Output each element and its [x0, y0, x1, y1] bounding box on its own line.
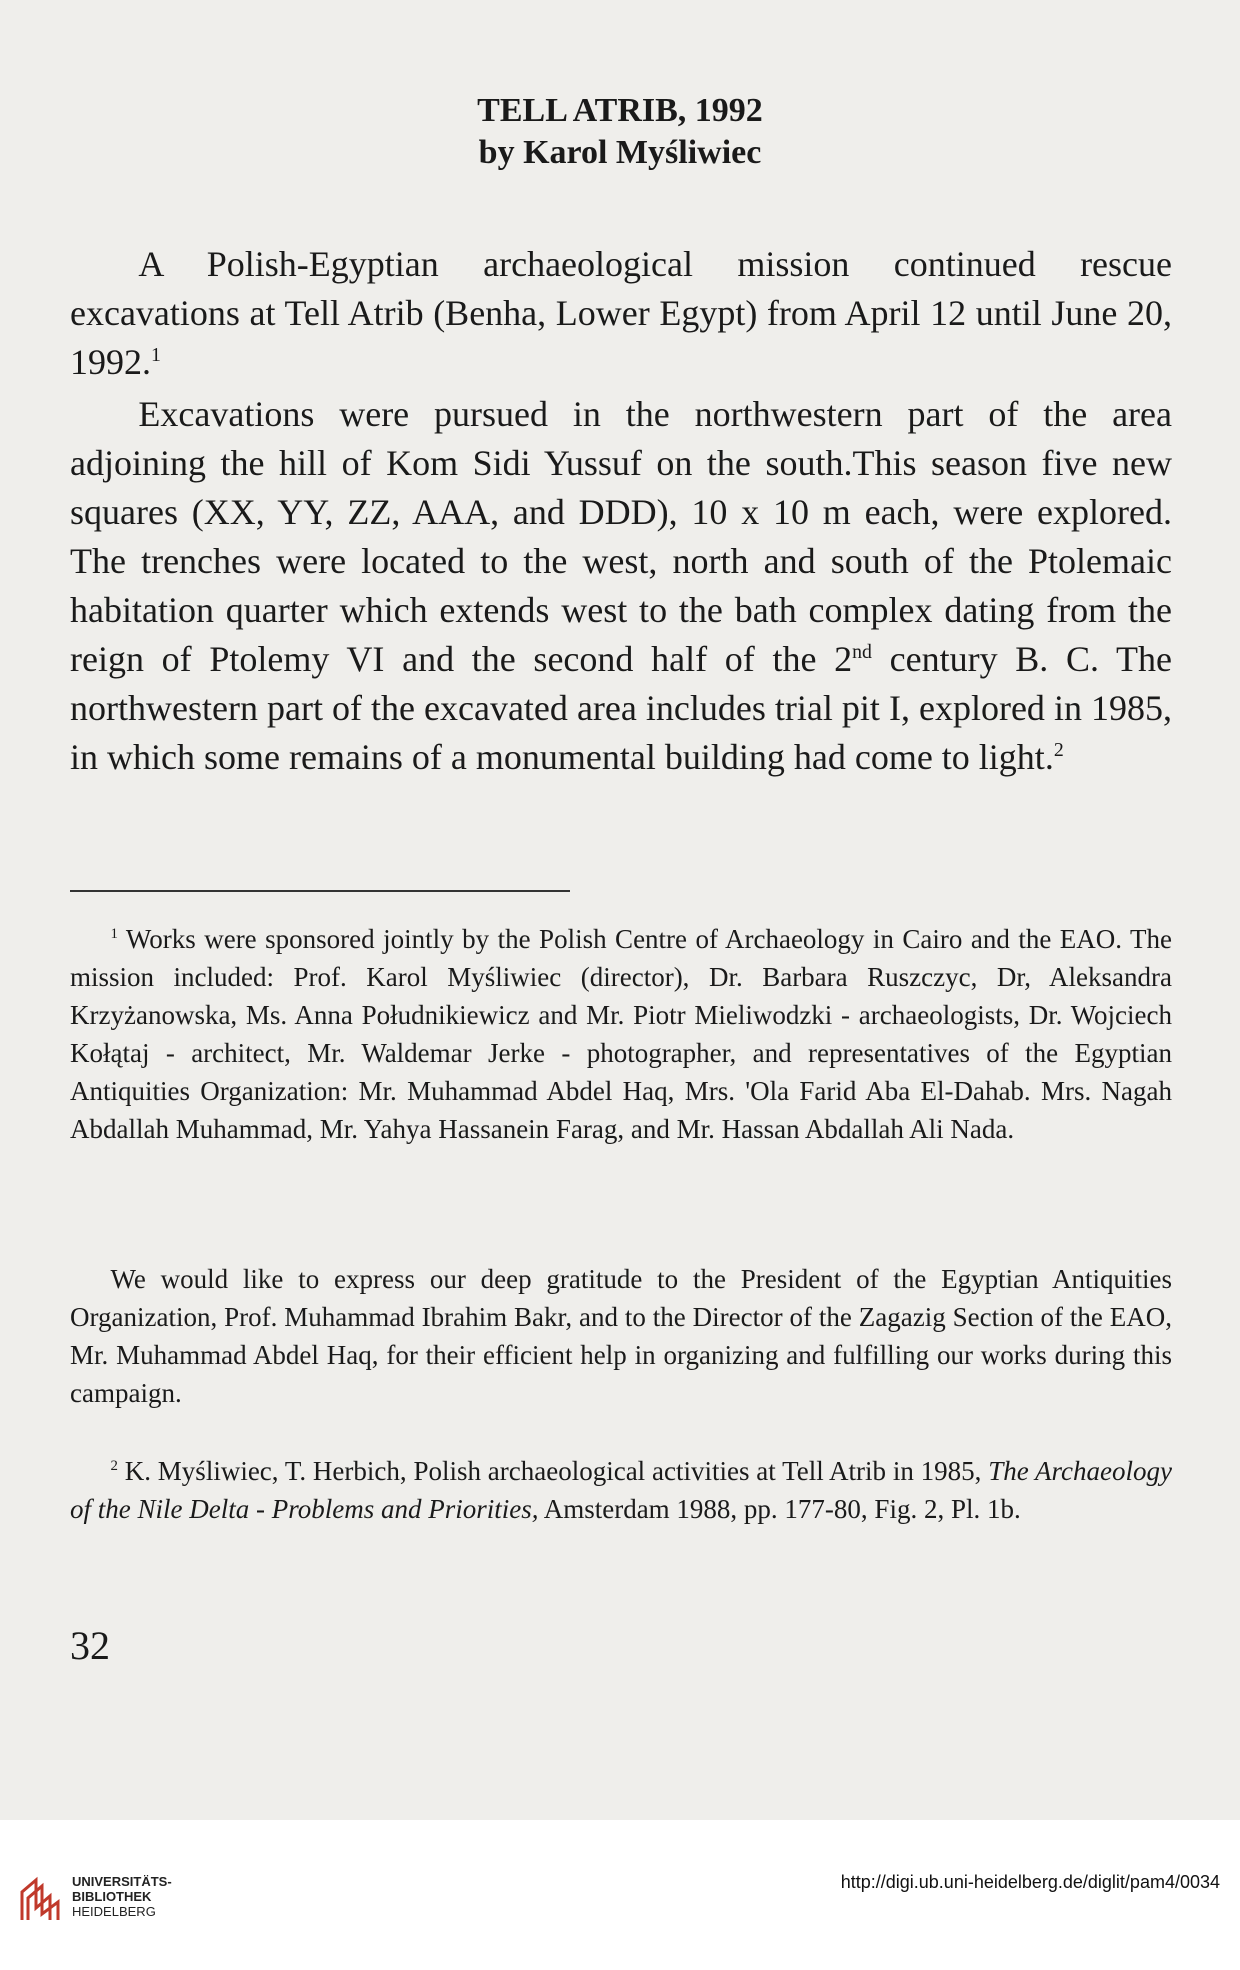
footnote-2 [70, 1452, 1172, 1528]
footnote-1-text: Works were sponsored jointly by the Polish Centre of Archaeology in Cairo and the EAO. The mission included: Prof. Karol Myśliwiec (director), Dr. Barbara Ruszczyc, Dr, Aleksandra Krzyżanowska, Ms. Anna Południkiewicz and Mr. Piotr Mieliwodzki - archaeologists, Dr. Wojciech Kołątaj - architect, Mr. Waldemar Jerke - photographer, and representatives of the Egyptian Antiquities Organization: Mr. Muhammad Abdel Haq, Mrs. 'Ola Farid Aba El-Dahab. Mrs. Nagah Abdallah Muhammad, Mr. Yahya Hassanein Farag, and Mr. Hassan Abdallah Ali Nada. [70, 924, 1172, 1144]
footnote-2-publication-title: The Archaeology of the Nile Delta - Problems and Priorities, [70, 1456, 1172, 1524]
paragraph-1-text: A Polish-Egyptian archaeological mission continued rescue excavations at Tell Atrib (Benha, Lower Egypt) from April 12 until June 20, 1992. [70, 244, 1172, 382]
paragraph-2-text-cont: century B. C. The northwestern part of the excavated area includes trial pit I, explored in 1985, in which some remains of a monumental building had come to light. [70, 639, 1172, 777]
page-number: 32 [70, 1623, 110, 1668]
footnote-1-mark: 1 [110, 926, 118, 942]
library-name: UNIVERSITÄTS- BIBLIOTHEK HEIDELBERG [72, 1874, 172, 1919]
author-line: by Karol Myśliwiec [478, 134, 762, 171]
footnote-2-mark: 2 [110, 1458, 118, 1474]
viewer-footer [0, 1820, 1240, 1970]
footnote-2-text-cont: Amsterdam 1988, pp. 177-80, Fig. 2, Pl. 1b. [538, 1494, 1021, 1524]
paragraph-2-text: Excavations were pursued in the northwestern part of the area adjoining the hill of Kom Sidi Yussuf on the south.This season five new squares (XX, YY, ZZ, AAA, and DDD), 10 x 10 m each, were explored. The trenches were located to the west, north and south of the Ptolemaic habitation quarter which extends west to the bath complex dating from the reign of Ptolemy VI and the second half of the 2 [70, 394, 1172, 679]
footnote-ref-2[interactable]: 2 [1053, 739, 1064, 761]
article-title [0, 90, 1240, 174]
footnote-divider [70, 890, 570, 892]
footnote-1 [70, 920, 1172, 1148]
title-line: TELL ATRIB, 1992 [477, 92, 763, 129]
footnote-2-text: K. Myśliwiec, T. Herbich, Polish archaeological activities at Tell Atrib in 1985, [117, 1456, 989, 1486]
permalink-url[interactable]: http://digi.ub.uni-heidelberg.de/diglit/pam4/0034 [840, 1872, 1220, 1892]
paragraph-2 [70, 390, 1172, 782]
ordinal-suffix: nd [852, 641, 872, 663]
paragraph-1 [70, 240, 1172, 387]
library-logo-icon[interactable] [18, 1874, 64, 1924]
footnote-ref-1[interactable]: 1 [151, 344, 161, 366]
acknowledgement-text: We would like to express our deep gratitude to the President of the Egyptian Antiquities Organization, Prof. Muhammad Ibrahim Bakr, and to the Director of the Zagazig Section of the EAO, Mr. Muhammad Abdel Haq, for their efficient help in organizing and fulfilling our works during this campaign. [70, 1264, 1172, 1408]
footnote-1-acknowledgement [70, 1260, 1172, 1412]
